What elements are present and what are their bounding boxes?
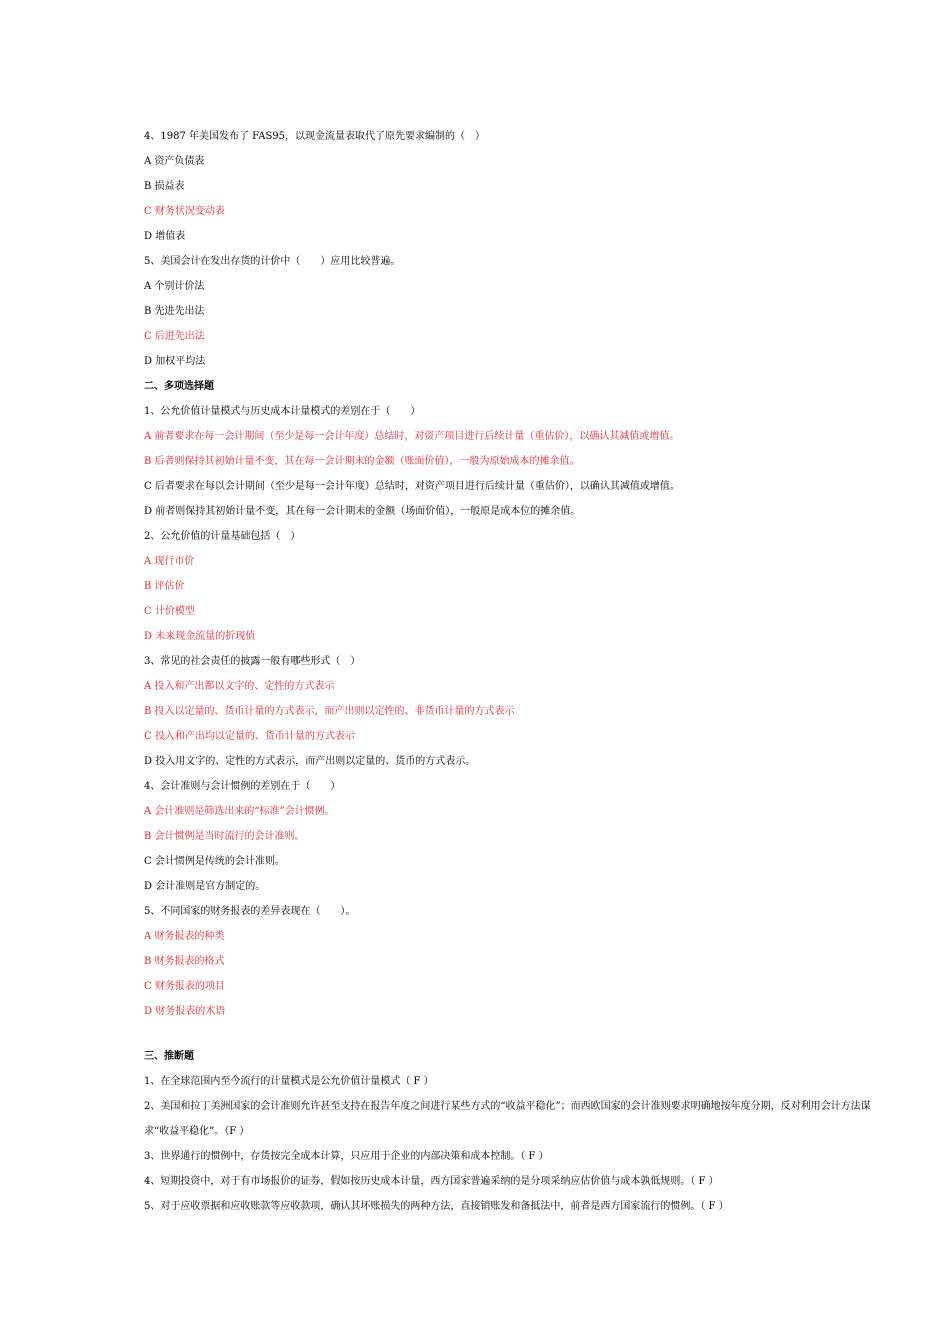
option-c-correct: C 投入和产出均以定量的、货币计量的方式表示 [144,731,355,742]
question-text: 4、1987 年美国发布了 FAS95，以现金流量表取代了原先要求编制的（ ） [144,131,486,142]
option-a-correct: A 财务报表的种类 [144,931,225,942]
option-d: D 增值表 [144,231,186,242]
judgment-item: 3、世界通行的惯例中，存货按完全成本计算，只应用于企业的内部决策和成本控制。（ F ） [144,1151,549,1162]
option-b-correct: B 会计惯例是当时流行的会计准则。 [144,831,305,842]
option-c-correct: C 后进先出法 [144,331,205,342]
option-b-correct: B 后者则保持其初始计量不变，其在每一会计期末的金额（账面价值），一般为原始成本的摊余值。 [144,456,580,467]
document-page [144,124,880,1219]
judgment-item: 1、在全球范围内至今流行的计量模式是公允价值计量模式（ F ） [144,1076,434,1087]
judgment-item: 2、美国和拉丁美洲国家的会计准则允许甚至支持在报告年度之间进行某些方式的“收益平稳化”；而西欧国家的会计准则要求明确地按年度分期，反对利用会计方法谋求“收益平稳化”。（F ） [144,1101,871,1137]
question-text: 4、会计准则与会计惯例的差别在于（ ） [144,781,341,792]
option-a-correct: A 投入和产出都以文字的、定性的方式表示 [144,681,335,692]
option-d: D 加权平均法 [144,356,206,367]
option-d-correct: D 未来现金流量的折现值 [144,631,256,642]
option-d: D 前者则保持其初始计量不变，其在每一会计期末的金额（场面价值），一般原是成本位的摊余值。 [144,506,581,517]
option-c-correct: C 计价模型 [144,606,195,617]
option-a: A 个别计价法 [144,281,205,292]
question-text: 5、不同国家的财务报表的差异表现在（ ）。 [144,906,356,917]
option-a: A 资产负债表 [144,156,205,167]
option-c: C 后者要求在每以会计期间（至少是每一会计年度）总结时，对资产项目进行后续计量（重估价），以确认其减值或增值。 [144,481,680,492]
option-d: D 会计准则是官方制定的。 [144,881,266,892]
option-c: C 会计惯例是传统的会计准则。 [144,856,285,867]
option-c-correct: C 财务报表的项目 [144,981,225,992]
question-text: 2、公允价值的计量基础包括（ ） [144,531,301,542]
option-b-correct: B 财务报表的格式 [144,956,225,967]
option-a-correct: A 前者要求在每一会计期间（至少是每一会计年度）总结时，对资产项目进行后续计量（重估价），以确认其减值或增值。 [144,431,680,442]
judgment-item: 4、短期投资中，对于有市场报价的证券，假如按历史成本计量，西方国家普遍采纳的是分项采纳应估价值与成本孰低规则。（ F ） [144,1176,719,1187]
option-d: D 投入用文字的、定性的方式表示，而产出则以定量的、货币的方式表示。 [144,756,476,767]
section-heading-judgment: 三、推断题 [144,1051,194,1062]
option-a-correct: A 会计准则是筛选出来的“标准”会计惯例。 [144,806,335,817]
option-b-correct: B 投入以定量的、货币计量的方式表示，而产出则以定性的、非货币计量的方式表示 [144,706,515,717]
option-d-correct: D 财务报表的术语 [144,1006,226,1017]
option-a-correct: A 现行市价 [144,556,195,567]
question-text: 5、美国会计在发出存货的计价中（ ）应用比较普遍。 [144,256,401,267]
section-spacer [144,1024,880,1044]
question-text: 3、常见的社会责任的披露一般有哪些形式（ ） [144,656,361,667]
option-b: B 先进先出法 [144,306,205,317]
question-text: 1、公允价值计量模式与历史成本计量模式的差别在于（ ） [144,406,421,417]
option-c-correct: C 财务状况变动表 [144,206,225,217]
section-heading-multi-choice: 二、多项选择题 [144,381,214,392]
option-b: B 损益表 [144,181,185,192]
judgment-item: 5、对于应收票据和应收账款等应收款项，确认其坏账损失的两种方法，直接销账发和备抵法中，前者是西方国家流行的惯例。（ F ） [144,1201,729,1212]
option-b-correct: B 评估价 [144,581,185,592]
